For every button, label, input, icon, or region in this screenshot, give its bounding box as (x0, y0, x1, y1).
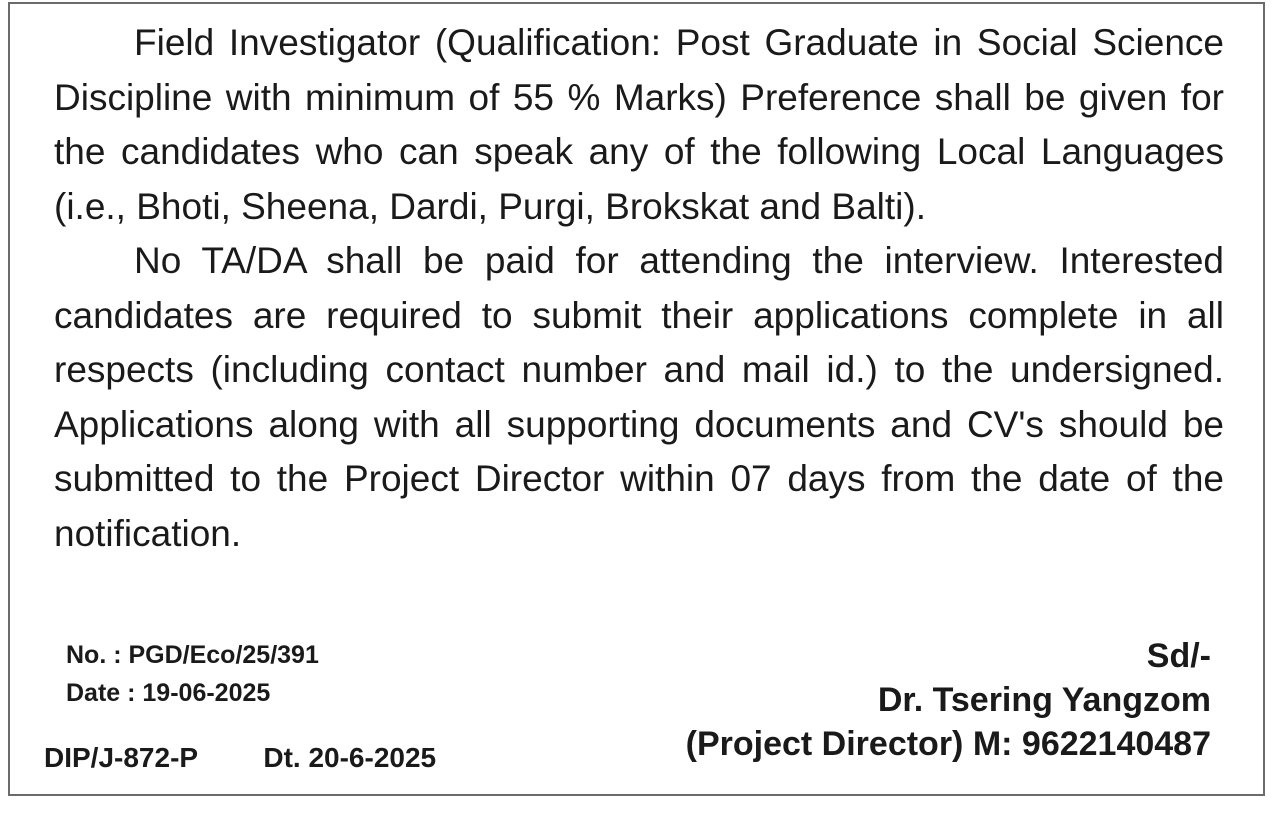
dip-date: Dt. 20-6-2025 (263, 742, 437, 773)
instructions-paragraph: No TA/DA shall be paid for attending the interview. Interested candidates are required to submit their applications complete in all respects (including contact number and mail id.) to the undersigned. Applications along with all supporting documents and CV's should be submitted to the Project Director within 07 days from the date of the notification. (54, 240, 1224, 554)
notice-body (54, 16, 1224, 561)
signatory-name: Dr. Tsering Yangzom (877, 681, 1211, 719)
signature-block (686, 634, 1211, 766)
reference-block (66, 636, 319, 712)
dip-number: DIP/J-872-P (44, 742, 198, 773)
dip-line (44, 742, 436, 774)
qualification-paragraph: Field Investigator (Qualification: Post Graduate in Social Science Discipline with minimum of 55 % Marks) Preference shall be given for the candidates who can speak any of the following Local Languages (i.e., Bhoti, Sheena, Dardi, Purgi, Brokskat and Balti). (54, 22, 1224, 227)
notice-date: Date : 19-06-2025 (66, 679, 271, 707)
signatory-title: (Project Director) M: 9622140487 (685, 725, 1211, 763)
signature-mark: Sd/- (1146, 637, 1211, 675)
notice-frame (8, 2, 1265, 796)
reference-number: No. : PGD/Eco/25/391 (66, 641, 319, 669)
